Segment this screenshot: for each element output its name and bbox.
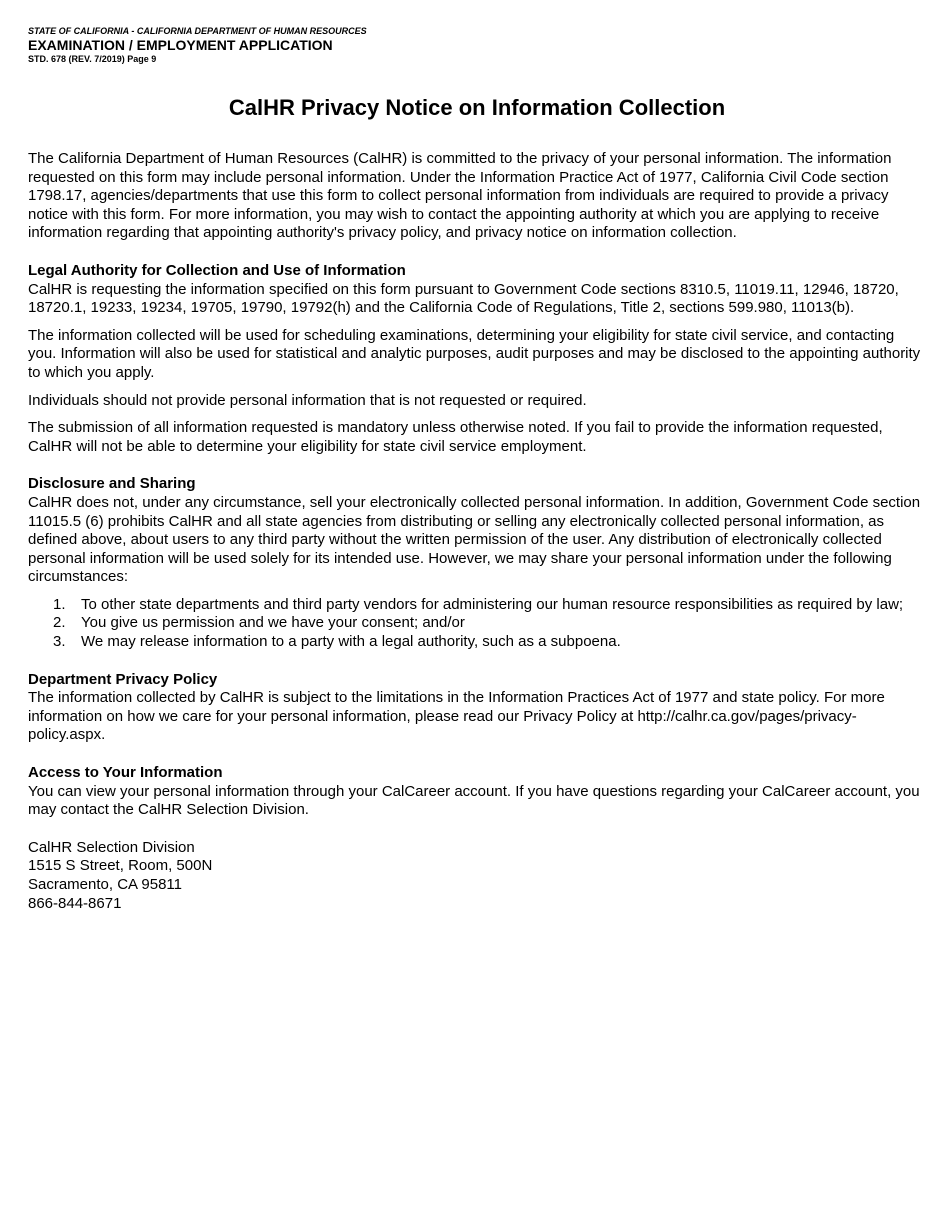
access-heading: Access to Your Information [28,764,223,782]
address-street: 1515 S Street, Room, 500N [28,857,213,875]
page-title: CalHR Privacy Notice on Information Collection [228,95,726,120]
list-item [28,614,926,633]
privacy-policy-paragraph: The information collected by CalHR is subject to the limitations in the Information Practices Act of 1977 and state policy. For more information on how we care for your personal information, please read our Privacy Policy at http://calhr.ca.gov/pages/privacy-policy.aspx. [28,689,885,744]
disclosure-paragraph: CalHR does not, under any circumstance, sell your electronically collected personal information. In addition, Government Code section 11015.5 (6) prohibits CalHR and all state agencies from distributing or selling any electronically collected personal information, as defined above, about users to any third party without the written permission of the user. Any distribution of electronically collected personal information will be used solely for its intended use. However, we may share your personal information under the following circumstances: [28,493,921,586]
disclosure-section [28,475,926,651]
privacy-policy-section [28,671,926,745]
address-phone: 866-844-8671 [28,894,122,912]
privacy-policy-heading: Department Privacy Policy [28,670,218,688]
access-section [28,764,926,820]
agency-name: STATE OF CALIFORNIA - CALIFORNIA DEPARTMENT OF HUMAN RESOURCES [28,26,367,36]
form-header [28,26,926,64]
legal-authority-paragraph: CalHR is requesting the information specified on this form pursuant to Government Code sections 8310.5, 11019.11, 12946, 18720, 18720.1, 19233, 19234, 19705, 19790, 19792(h) and the California Code of Regulations, Title 2, sections 599.980, 11013(b). [28,280,899,317]
application-title: EXAMINATION / EMPLOYMENT APPLICATION [28,37,333,53]
access-paragraph: You can view your personal information through your CalCareer account. If you have questions regarding your CalCareer account, you may contact the CalHR Selection Division. [28,782,920,819]
form-number: STD. 678 (REV. 7/2019) Page 9 [28,54,157,64]
disclosure-heading: Disclosure and Sharing [28,475,196,493]
not-requested-paragraph: Individuals should not provide personal information that is not requested or required. [28,391,587,409]
list-item [28,596,926,615]
mandatory-submission-paragraph: The submission of all information requested is mandatory unless otherwise noted. If you fail to provide the information requested, CalHR will not be able to determine your eligibility for state civil service employment. [28,419,883,455]
list-item-number: 3. [53,633,66,651]
information-use-paragraph: The information collected will be used for scheduling examinations, determining your eligibility for state civil service, and contacting you. Information will also be used for statistical and analytic purposes, audit purposes and may be disclosed to the appointing authority to which you apply. [28,326,921,381]
list-item-text: We may release information to a party with a legal authority, such as a subpoena. [81,633,621,651]
intro-paragraph: The California Department of Human Resources (CalHR) is committed to the privacy of your personal information. The information requested on this form may include personal information. Under the Information Practice Act of 1977, California Civil Code section 1798.17, agencies/departments that use this form to collect personal information from individuals are required to provide a privacy notice with this form. For more information, you may wish to contact the appointing authority at which you are applying to receive information regarding that appointing authority's privacy policy, and privacy notice on information collection. [28,150,892,242]
legal-authority-heading: Legal Authority for Collection and Use of Information [28,261,406,279]
list-item-number: 2. [53,614,66,632]
address-division: CalHR Selection Division [28,838,195,856]
list-item-number: 1. [53,595,66,613]
list-item-text: You give us permission and we have your consent; and/or [81,614,465,632]
list-item [28,633,926,652]
circumstances-list [28,596,926,652]
contact-address [28,839,926,913]
address-city: Sacramento, CA 95811 [28,876,182,893]
list-item-text: To other state departments and third party vendors for administering our human resource responsibilities as required by law; [81,595,904,613]
legal-authority-section [28,262,926,456]
